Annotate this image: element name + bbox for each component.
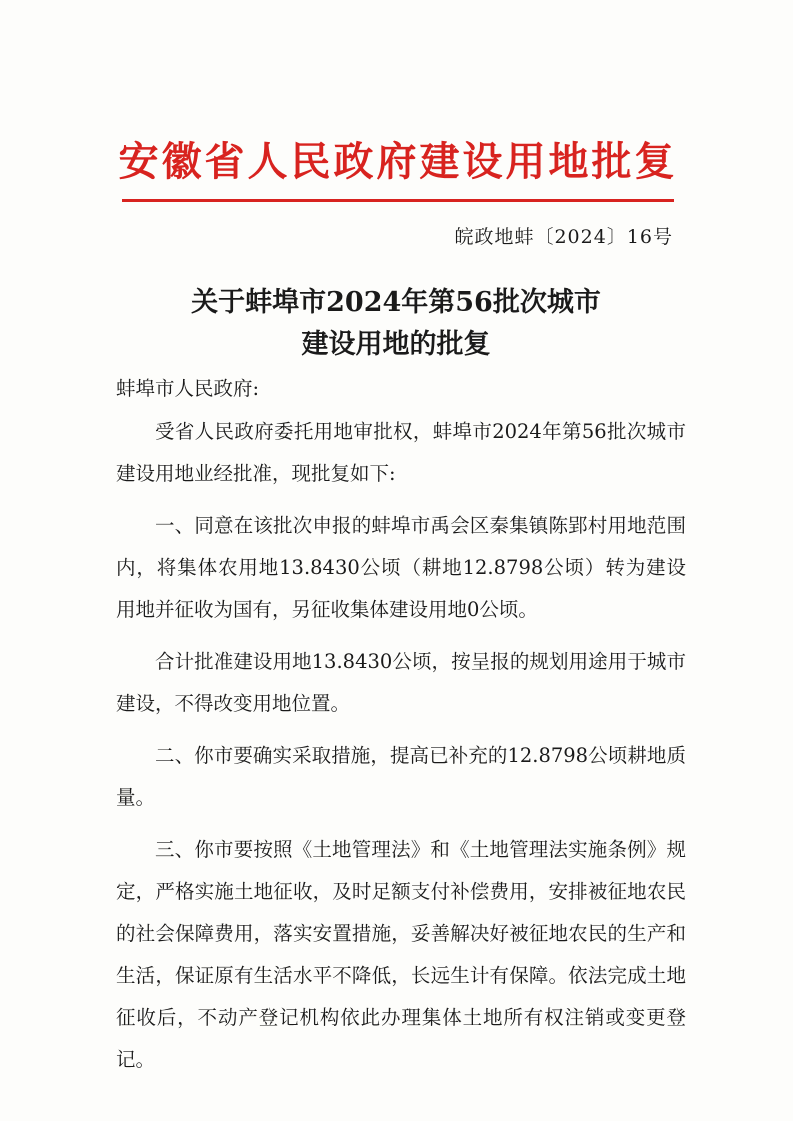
document-title xyxy=(96,282,696,366)
salutation: 蚌埠市人民政府: xyxy=(116,377,260,400)
document-body xyxy=(116,411,686,1091)
document-number: 皖政地蚌〔2024〕16号 xyxy=(454,226,673,248)
document-title-line-2: 建设用地的批复 xyxy=(301,329,491,360)
document-title-line-1: 关于蚌埠市2024年第56批次城市 xyxy=(191,287,601,318)
paragraph-item-2: 二、你市要确实采取措施，提高已补充的12.8798公顷耕地质量。 xyxy=(116,744,686,809)
paragraph-item-1: 一、同意在该批次申报的蚌埠市禹会区秦集镇陈郢村用地范围内，将集体农用地13.8430公顷（耕地12.8798公顷）转为建设用地并征收为国有，另征收集体建设用地0公顷。 xyxy=(116,514,686,621)
header-title: 安徽省人民政府建设用地批复 xyxy=(118,138,678,185)
paragraph-intro: 受省人民政府委托用地审批权，蚌埠市2024年第56批次城市建设用地业经批准，现批复如下: xyxy=(116,420,686,485)
paragraph-item-3: 三、你市要按照《土地管理法》和《土地管理法实施条例》规定，严格实施土地征收，及时足额支付补偿费用，安排被征地农民的社会保障费用，落实安置措施，妥善解决好被征地农民的生产和生活，保证原有生活水平不降低，长远生计有保障。依法完成土地征收后，不动产登记机构依此办理集体土地所有权注销或变更登记。 xyxy=(116,838,686,1071)
paragraph-total: 合计批准建设用地13.8430公顷，按呈报的规划用途用于城市建设，不得改变用地位置。 xyxy=(116,650,686,715)
header-divider xyxy=(122,199,674,202)
